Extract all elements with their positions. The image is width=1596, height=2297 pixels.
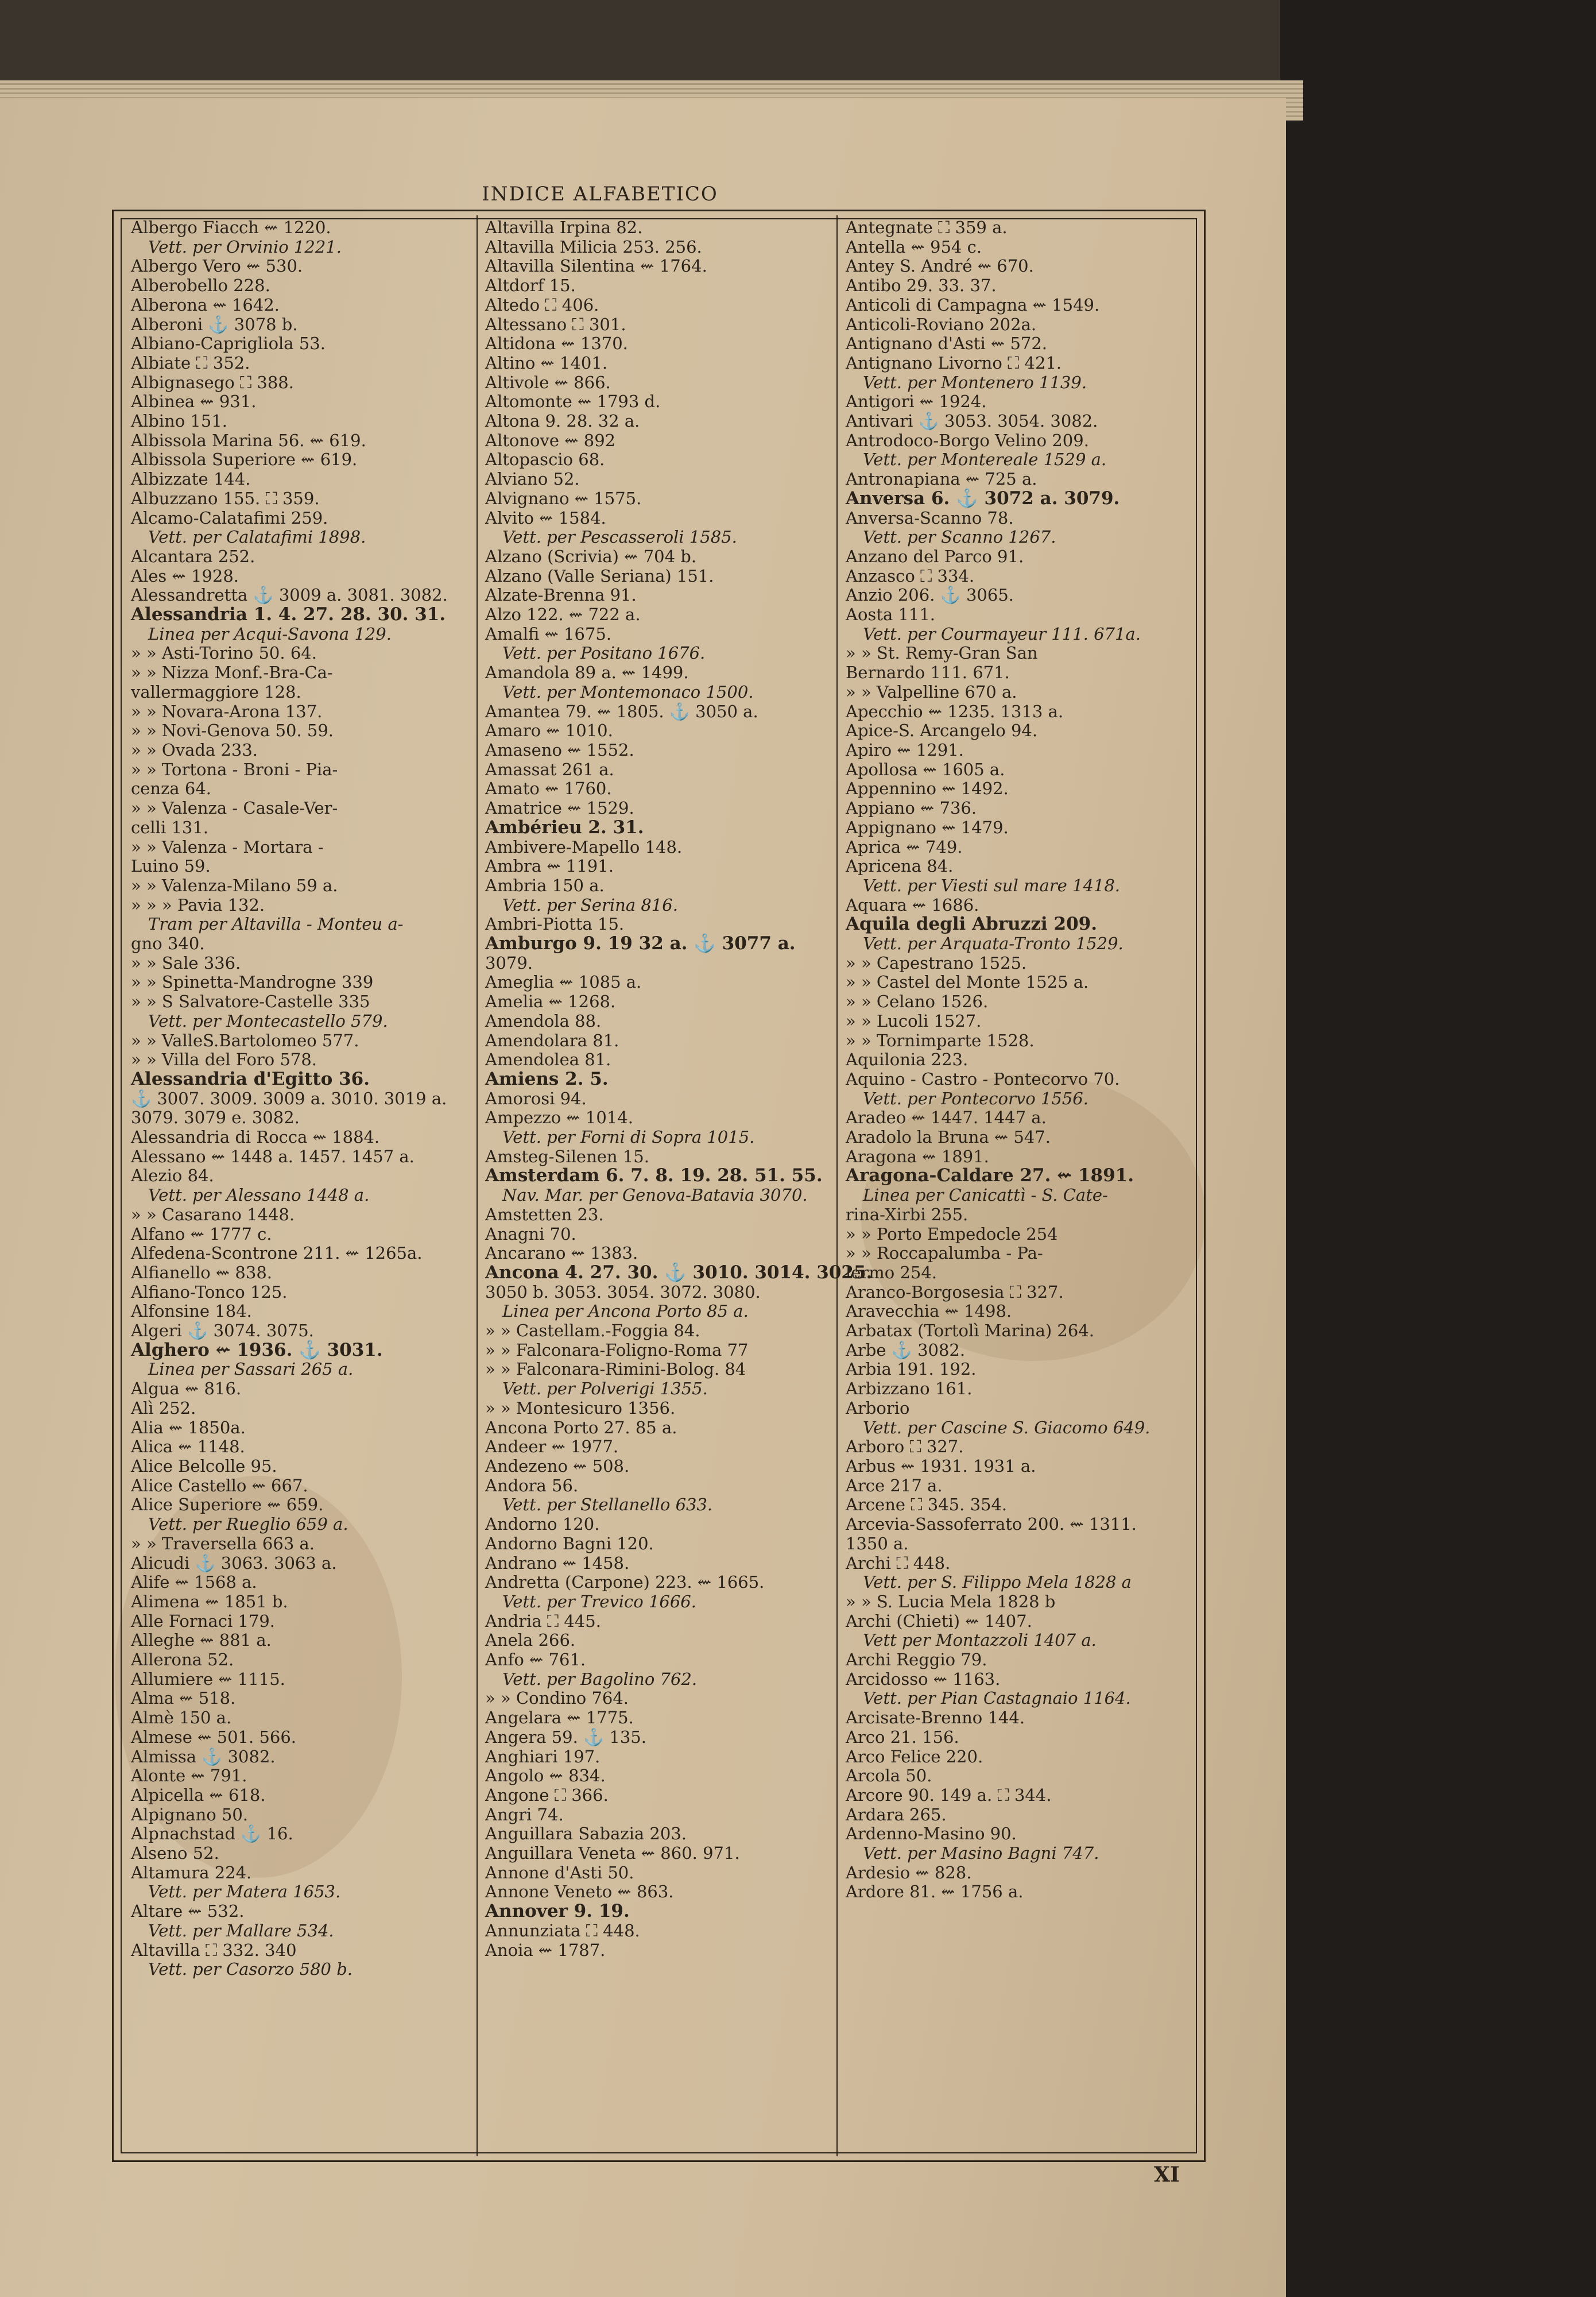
index-entry: Annone Veneto ⇜ 863.	[485, 1882, 674, 1902]
index-entry: Vett. per Scanno 1267.	[863, 527, 1056, 547]
index-entry: » » Castellam.-Foggia 84.	[485, 1321, 700, 1341]
index-entry: Vett. per Montecastello 579.	[148, 1011, 388, 1031]
index-entry: » » Tornimparte 1528.	[846, 1030, 1035, 1050]
index-entry: » » S Salvatore-Castelle 335	[131, 992, 370, 1012]
index-entry: » » Celano 1526.	[846, 992, 989, 1012]
index-entry: Vett. per Casorzo 580 b.	[148, 1959, 352, 1979]
index-entry: Alvignano ⇜ 1575.	[485, 488, 642, 508]
index-entry: Ambérieu 2. 31.	[485, 817, 644, 838]
index-entry: 3079. 3079 e. 3082.	[131, 1108, 300, 1128]
index-entry: » » Nizza Monf.-Bra-Ca-	[131, 663, 333, 683]
index-entry: Vett. per Serina 816.	[502, 895, 678, 915]
index-entry: Aragona ⇜ 1891.	[846, 1146, 989, 1166]
index-entry: Altavilla Milicia 253. 256.	[485, 237, 702, 257]
index-entry: » » Traversella 663 a.	[131, 1533, 315, 1553]
index-entry: » » Asti-Torino 50. 64.	[131, 643, 317, 663]
index-entry: Anzano del Parco 91.	[846, 546, 1024, 566]
index-entry: Alpignano 50.	[131, 1804, 249, 1824]
index-entry: Alzano (Valle Seriana) 151.	[485, 566, 714, 586]
index-entry: Vett. per Courmayeur 111. 671a.	[863, 624, 1141, 644]
index-entry: » » Ovada 233.	[131, 740, 258, 760]
index-entry: Amaseno ⇜ 1552.	[485, 740, 634, 760]
index-entry: Anversa-Scanno 78.	[846, 508, 1014, 528]
index-entry: Albinea ⇜ 931.	[131, 392, 257, 412]
index-entry: Apiro ⇜ 1291.	[846, 740, 964, 760]
index-entry: Ambria 150 a.	[485, 875, 605, 895]
index-entry: Vett. per Montemonaco 1500.	[502, 682, 754, 702]
index-entry: Archi ⛶ 448.	[846, 1553, 951, 1573]
index-entry: Apollosa ⇜ 1605 a.	[846, 759, 1005, 779]
index-entry: Alzano (Scrivia) ⇜ 704 b.	[485, 546, 697, 566]
page-number: XI	[1154, 2163, 1180, 2187]
index-entry: Altino ⇜ 1401.	[485, 353, 608, 373]
index-entry: Angelara ⇜ 1775.	[485, 1708, 634, 1728]
index-entry: Alice Superiore ⇜ 659.	[131, 1495, 324, 1515]
index-entry: Linea per Canicattì - S. Cate-	[863, 1185, 1108, 1205]
index-entry: » » Novi-Genova 50. 59.	[131, 721, 334, 741]
index-entry: Arbia 191. 192.	[846, 1359, 977, 1379]
index-entry: Vett. per Forni di Sopra 1015.	[502, 1127, 755, 1147]
index-entry: Amandola 89 a. ⇜ 1499.	[485, 663, 689, 683]
index-entry: celli 131.	[131, 817, 209, 837]
index-entry: Albiano-Caprigliola 53.	[131, 334, 326, 354]
index-entry: Apice-S. Arcangelo 94.	[846, 721, 1038, 741]
index-entry: Vett. per Pontecorvo 1556.	[863, 1088, 1088, 1108]
index-entry: » » S. Lucia Mela 1828 b	[846, 1591, 1056, 1611]
index-entry: Appennino ⇜ 1492.	[846, 779, 1009, 799]
index-entry: Altopascio 68.	[485, 450, 605, 470]
index-entry: Ampezzo ⇜ 1014.	[485, 1108, 633, 1128]
index-entry: Alessandria d'Egitto 36.	[131, 1068, 370, 1089]
index-entry: Alvito ⇜ 1584.	[485, 508, 606, 528]
index-entry: Alessandria di Rocca ⇜ 1884.	[131, 1127, 380, 1147]
index-entry: Altona 9. 28. 32 a.	[485, 411, 640, 431]
index-entry: Ardenno-Masino 90.	[846, 1824, 1017, 1844]
index-entry: Vett. per Pescasseroli 1585.	[502, 527, 737, 547]
index-entry: Albuzzano 155. ⛶ 359.	[131, 488, 320, 508]
index-entry: Alonte ⇜ 791.	[131, 1766, 247, 1786]
index-entry: Alessano ⇜ 1448 a. 1457. 1457 a.	[131, 1146, 415, 1166]
index-entry: Anticoli di Campagna ⇜ 1549.	[846, 295, 1100, 315]
index-entry: » » Falconara-Foligno-Roma 77	[485, 1340, 749, 1360]
index-entry: Altavilla ⛶ 332. 340	[131, 1940, 297, 1960]
index-entry: Alessandretta ⚓ 3009 a. 3081. 3082.	[131, 585, 448, 605]
index-entry: Alcantara 252.	[131, 546, 255, 566]
index-entry: Antey S. André ⇜ 670.	[846, 256, 1034, 276]
index-entry: Alica ⇜ 1148.	[131, 1437, 245, 1457]
index-entry: Angolo ⇜ 834.	[485, 1766, 606, 1786]
index-entry: Aragona-Caldare 27. ⇜ 1891.	[846, 1165, 1134, 1186]
index-entry: gno 340.	[131, 934, 205, 954]
index-entry: » » Roccapalumba - Pa-	[846, 1243, 1043, 1263]
column-divider	[477, 215, 478, 2156]
index-entry: Alcamo-Calatafimi 259.	[131, 508, 328, 528]
index-entry: Altavilla Silentina ⇜ 1764.	[485, 256, 707, 276]
index-entry: Ancona 4. 27. 30. ⚓ 3010. 3014. 3025.	[485, 1262, 873, 1283]
index-entry: Alice Belcolle 95.	[131, 1456, 277, 1476]
index-entry: Vett. per Montenero 1139.	[863, 372, 1087, 392]
book-page	[0, 98, 1286, 2297]
index-entry: Alfianello ⇜ 838.	[131, 1262, 273, 1282]
index-entry: Andorno Bagni 120.	[485, 1533, 654, 1553]
index-entry: Arcevia-Sassoferrato 200. ⇜ 1311.	[846, 1514, 1137, 1534]
index-entry: Amendolea 81.	[485, 1050, 611, 1070]
index-entry: Amendola 88.	[485, 1011, 602, 1031]
index-entry: Aquino - Castro - Pontecorvo 70.	[846, 1069, 1120, 1089]
index-entry: Alviano 52.	[485, 469, 580, 489]
index-entry: Andorno 120.	[485, 1514, 600, 1534]
index-entry: Albergo Fiacch ⇜ 1220.	[131, 218, 331, 237]
index-entry: Aosta 111.	[846, 605, 936, 625]
index-entry: Amelia ⇜ 1268.	[485, 992, 616, 1012]
index-entry: » » Valpelline 670 a.	[846, 682, 1017, 702]
index-entry: » » St. Remy-Gran San	[846, 643, 1038, 663]
index-entry: Alseno 52.	[131, 1843, 219, 1863]
index-entry: Albino 151.	[131, 411, 227, 431]
index-entry: Andeer ⇜ 1977.	[485, 1437, 619, 1457]
index-entry: Anfo ⇜ 761.	[485, 1650, 586, 1670]
index-entry: Aranco-Borgosesia ⛶ 327.	[846, 1282, 1064, 1302]
index-entry: Altessano ⛶ 301.	[485, 314, 626, 334]
index-entry: Antigori ⇜ 1924.	[846, 392, 987, 412]
index-entry: Ameglia ⇜ 1085 a.	[485, 972, 642, 992]
index-entry: Antegnate ⛶ 359 a.	[846, 218, 1008, 237]
index-entry: Amalfi ⇜ 1675.	[485, 624, 612, 644]
index-entry: Appignano ⇜ 1479.	[846, 817, 1009, 837]
index-entry: Amendolara 81.	[485, 1030, 619, 1050]
index-entry: Albizzate 144.	[131, 469, 251, 489]
index-entry: Arce 217 a.	[846, 1475, 943, 1495]
index-entry: Vett. per Orvinio 1221.	[148, 237, 342, 257]
index-entry: Archi (Chieti) ⇜ 1407.	[846, 1611, 1032, 1631]
index-entry: Altavilla Irpina 82.	[485, 218, 643, 237]
index-entry: » » Casarano 1448.	[131, 1204, 295, 1224]
index-entry: Altdorf 15.	[485, 276, 576, 296]
index-entry: Vett. per Calatafimi 1898.	[148, 527, 366, 547]
index-entry: Arcore 90. 149 a. ⛶ 344.	[846, 1785, 1052, 1805]
index-entry: Albissola Marina 56. ⇜ 619.	[131, 430, 366, 450]
index-entry: Alice Castello ⇜ 667.	[131, 1475, 308, 1495]
index-entry: Alezio 84.	[131, 1166, 214, 1186]
index-entry: Angri 74.	[485, 1804, 564, 1824]
index-column-2	[485, 218, 873, 2148]
index-entry: Annover 9. 19.	[485, 1901, 630, 1922]
index-entry: Arbatax (Tortolì Marina) 264.	[846, 1321, 1094, 1341]
index-entry: Apricena 84.	[846, 856, 954, 876]
index-entry: Amantea 79. ⇜ 1805. ⚓ 3050 a.	[485, 701, 758, 721]
index-entry: Anagni 70.	[485, 1224, 576, 1244]
index-entry: Aquara ⇜ 1686.	[846, 895, 979, 915]
index-entry: Amsterdam 6. 7. 8. 19. 28. 51. 55.	[485, 1165, 823, 1186]
index-entry: Albiate ⛶ 352.	[131, 353, 250, 373]
index-entry: Albignasego ⛶ 388.	[131, 372, 294, 392]
index-entry: cenza 64.	[131, 779, 211, 799]
index-entry: Vett. per Pian Castagnaio 1164.	[863, 1688, 1131, 1708]
index-entry: Alia ⇜ 1850a.	[131, 1417, 246, 1437]
index-entry: Appiano ⇜ 736.	[846, 798, 977, 818]
index-entry: Altare ⇜ 532.	[131, 1901, 245, 1921]
index-entry: Vett. per Matera 1653.	[148, 1882, 341, 1902]
index-entry: Anzasco ⛶ 334.	[846, 566, 975, 586]
index-entry: Ardesio ⇜ 828.	[846, 1862, 972, 1882]
index-entry: Vett. per Polverigi 1355.	[502, 1379, 708, 1399]
index-entry: Altivole ⇜ 866.	[485, 372, 611, 392]
index-entry: Ales ⇜ 1928.	[131, 566, 239, 586]
index-entry: Amiens 2. 5.	[485, 1068, 609, 1089]
index-entry: Anversa 6. ⚓ 3072 a. 3079.	[846, 488, 1120, 509]
index-entry: Arbus ⇜ 1931. 1931 a.	[846, 1456, 1036, 1476]
index-entry: Anzio 206. ⚓ 3065.	[846, 585, 1014, 605]
index-entry: Algua ⇜ 816.	[131, 1379, 242, 1399]
index-entry: Ardore 81. ⇜ 1756 a.	[846, 1882, 1024, 1902]
index-entry: Aquila degli Abruzzi 209.	[846, 914, 1097, 935]
index-entry: Alfonsine 184.	[131, 1301, 252, 1321]
index-entry: Amaro ⇜ 1010.	[485, 721, 613, 741]
index-entry: Almè 150 a.	[131, 1708, 232, 1728]
index-entry: Vett. per Rueglio 659 a.	[148, 1514, 348, 1534]
index-entry: Anoia ⇜ 1787.	[485, 1940, 606, 1960]
index-entry: Anela 266.	[485, 1630, 576, 1650]
index-entry: Anticoli-Roviano 202a.	[846, 314, 1037, 334]
index-entry: Arco 21. 156.	[846, 1727, 959, 1747]
index-entry: Andrano ⇜ 1458.	[485, 1553, 630, 1573]
index-entry: Linea per Sassari 265 a.	[148, 1359, 354, 1379]
index-entry: Alpnachstad ⚓ 16.	[131, 1824, 293, 1844]
index-entry: » » Tortona - Broni - Pia-	[131, 759, 338, 779]
index-entry: Linea per Ancona Porto 85 a.	[502, 1301, 749, 1321]
index-entry: Arbe ⚓ 3082.	[846, 1340, 966, 1360]
index-entry: Amstetten 23.	[485, 1204, 604, 1224]
index-entry: Alpicella ⇜ 618.	[131, 1785, 266, 1805]
index-entry: Alife ⇜ 1568 a.	[131, 1572, 257, 1592]
index-entry: Arcidosso ⇜ 1163.	[846, 1669, 1001, 1689]
index-entry: Ancona Porto 27. 85 a.	[485, 1417, 677, 1437]
index-entry: Anguillara Veneta ⇜ 860. 971.	[485, 1843, 740, 1863]
index-entry: » » Montesicuro 1356.	[485, 1398, 676, 1418]
index-entry: Alfiano-Tonco 125.	[131, 1282, 288, 1302]
index-entry: Ambri-Piotta 15.	[485, 914, 625, 934]
index-entry: Alzate-Brenna 91.	[485, 585, 637, 605]
index-entry: 1350 a.	[846, 1533, 909, 1553]
index-entry: Andretta (Carpone) 223. ⇜ 1665.	[485, 1572, 765, 1592]
index-entry: Antibo 29. 33. 37.	[846, 276, 997, 296]
index-entry: » » Capestrano 1525.	[846, 953, 1027, 973]
index-column-3	[846, 218, 1190, 2148]
index-entry: Arcola 50.	[846, 1766, 932, 1786]
index-entry: Bernardo 111. 671.	[846, 663, 1010, 683]
index-entry: Ardara 265.	[846, 1804, 947, 1824]
index-entry: » » Valenza - Casale-Ver-	[131, 798, 338, 818]
index-entry: Aprica ⇜ 749.	[846, 837, 963, 857]
index-entry: Vett per Montazzoli 1407 a.	[863, 1630, 1097, 1650]
index-entry: Alma ⇜ 518.	[131, 1688, 236, 1708]
index-entry: Andria ⛶ 445.	[485, 1611, 601, 1631]
index-entry: Andora 56.	[485, 1475, 579, 1495]
index-entry: Vett. per Montereale 1529 a.	[863, 450, 1107, 470]
index-entry: » » Valenza-Milano 59 a.	[131, 875, 338, 895]
index-entry: Albergo Vero ⇜ 530.	[131, 256, 303, 276]
index-entry: Alessandria 1. 4. 27. 28. 30. 31.	[131, 604, 446, 625]
index-entry: Angera 59. ⚓ 135.	[485, 1727, 646, 1747]
index-entry: Vett. per S. Filippo Mela 1828 a	[863, 1572, 1132, 1592]
index-entry: Ambra ⇜ 1191.	[485, 856, 614, 876]
index-entry: Amorosi 94.	[485, 1088, 587, 1108]
index-entry: Ancarano ⇜ 1383.	[485, 1243, 638, 1263]
index-entry: » » Porto Empedocle 254	[846, 1224, 1058, 1244]
index-entry: Vett. per Trevico 1666.	[502, 1591, 696, 1611]
index-entry: Aravecchia ⇜ 1498.	[846, 1301, 1012, 1321]
index-entry: Alle Fornaci 179.	[131, 1611, 276, 1631]
index-entry: » » ValleS.Bartolomeo 577.	[131, 1030, 359, 1050]
index-entry: Aquilonia 223.	[846, 1050, 969, 1070]
index-entry: Antrodoco-Borgo Velino 209.	[846, 430, 1089, 450]
index-entry: Alberona ⇜ 1642.	[131, 295, 280, 315]
index-entry: Alfedena-Scontrone 211. ⇜ 1265a.	[131, 1243, 423, 1263]
index-entry: Alfano ⇜ 1777 c.	[131, 1224, 272, 1244]
index-entry: Andezeno ⇜ 508.	[485, 1456, 630, 1476]
index-entry: » » Villa del Foro 578.	[131, 1050, 317, 1070]
index-entry: Alzo 122. ⇜ 722 a.	[485, 605, 641, 625]
index-entry: Altamura 224.	[131, 1862, 252, 1882]
index-entry: 3079.	[485, 953, 533, 973]
index-entry: Arboro ⛶ 327.	[846, 1437, 964, 1457]
index-entry: Altedo ⛶ 406.	[485, 295, 599, 315]
index-entry: Anghiari 197.	[485, 1746, 601, 1766]
index-entry: Nav. Mar. per Genova-Batavia 3070.	[502, 1185, 808, 1205]
index-entry: Altomonte ⇜ 1793 d.	[485, 392, 661, 412]
index-entry: Almissa ⚓ 3082.	[131, 1746, 276, 1766]
index-column-1	[131, 218, 470, 2148]
index-entry: Vett. per Arquata-Tronto 1529.	[863, 934, 1124, 954]
index-entry: Alimena ⇜ 1851 b.	[131, 1591, 288, 1611]
index-entry: » » Sale 336.	[131, 953, 241, 973]
index-entry: Archi Reggio 79.	[846, 1650, 987, 1670]
column-divider	[836, 215, 838, 2156]
index-entry: Antignano d'Asti ⇜ 572.	[846, 334, 1048, 354]
index-entry: » » Falconara-Rimini-Bolog. 84	[485, 1359, 746, 1379]
index-entry: Algeri ⚓ 3074. 3075.	[131, 1321, 314, 1341]
index-entry: vallermaggiore 128.	[131, 682, 301, 702]
index-entry: 3050 b. 3053. 3054. 3072. 3080.	[485, 1282, 761, 1302]
index-entry: Amato ⇜ 1760.	[485, 779, 612, 799]
index-entry: Annunziata ⛶ 448.	[485, 1920, 640, 1940]
index-entry: Allumiere ⇜ 1115.	[131, 1669, 285, 1689]
index-entry: Alicudi ⚓ 3063. 3063 a.	[131, 1553, 337, 1573]
index-entry: Vett. per Masino Bagni 747.	[863, 1843, 1099, 1863]
page-header: INDICE ALFABETICO	[482, 183, 718, 206]
index-entry: Alì 252.	[131, 1398, 196, 1418]
index-entry: Linea per Acqui-Savona 129.	[148, 624, 392, 644]
index-entry: ⚓ 3007. 3009. 3009 a. 3010. 3019 a.	[131, 1088, 447, 1108]
index-entry: Luino 59.	[131, 856, 211, 876]
index-entry: Alberobello 228.	[131, 276, 270, 296]
index-entry: Arbizzano 161.	[846, 1379, 973, 1399]
index-entry: Amsteg-Silenen 15.	[485, 1146, 649, 1166]
index-entry: Allerona 52.	[131, 1650, 234, 1670]
index-entry: Vett. per Cascine S. Giacomo 649.	[863, 1417, 1150, 1437]
index-entry: Arborio	[846, 1398, 910, 1418]
index-entry: Alleghe ⇜ 881 a.	[131, 1630, 272, 1650]
index-entry: Alberoni ⚓ 3078 b.	[131, 314, 298, 334]
index-entry: Antivari ⚓ 3053. 3054. 3082.	[846, 411, 1098, 431]
index-entry: » » Castel del Monte 1525 a.	[846, 972, 1089, 992]
index-entry: » » Spinetta-Mandrogne 339	[131, 972, 374, 992]
index-entry: Vett. per Alessano 1448 a.	[148, 1185, 370, 1205]
index-entry: Altidona ⇜ 1370.	[485, 334, 628, 354]
index-entry: Almese ⇜ 501. 566.	[131, 1727, 297, 1747]
index-entry: rina-Xirbi 255.	[846, 1204, 969, 1224]
index-entry: Arco Felice 220.	[846, 1746, 983, 1766]
index-entry: Vett. per Mallare 534.	[148, 1920, 334, 1940]
index-entry: Anguillara Sabazia 203.	[485, 1824, 687, 1844]
index-entry: » » Condino 764.	[485, 1688, 629, 1708]
index-entry: Ambivere-Mapello 148.	[485, 837, 683, 857]
index-entry: Angone ⛶ 366.	[485, 1785, 609, 1805]
index-entry: Vett. per Bagolino 762.	[502, 1669, 698, 1689]
index-entry: Vett. per Stellanello 633.	[502, 1495, 713, 1515]
index-entry: Amatrice ⇜ 1529.	[485, 798, 634, 818]
index-entry: Tram per Altavilla - Monteu a-	[148, 914, 404, 934]
index-entry: Aradolo la Bruna ⇜ 547.	[846, 1127, 1051, 1147]
background-right	[1280, 0, 1596, 2297]
index-entry: Altonove ⇜ 892	[485, 430, 616, 450]
index-entry: » » » Pavia 132.	[131, 895, 265, 915]
index-entry: Antronapiana ⇜ 725 a.	[846, 469, 1037, 489]
index-entry: Antella ⇜ 954 c.	[846, 237, 982, 257]
index-entry: Alghero ⇜ 1936. ⚓ 3031.	[131, 1339, 383, 1360]
index-entry: Amassat 261 a.	[485, 759, 614, 779]
index-entry: Annone d'Asti 50.	[485, 1862, 634, 1882]
index-entry: » » Valenza - Mortara -	[131, 837, 324, 857]
index-entry: » » Lucoli 1527.	[846, 1011, 982, 1031]
index-entry: Vett. per Viesti sul mare 1418.	[863, 875, 1120, 895]
index-entry: Aradeo ⇜ 1447. 1447 a.	[846, 1108, 1047, 1128]
index-entry: Albissola Superiore ⇜ 619.	[131, 450, 358, 470]
index-entry: Apecchio ⇜ 1235. 1313 a.	[846, 701, 1064, 721]
index-entry: Antignano Livorno ⛶ 421.	[846, 353, 1062, 373]
index-entry: » » Novara-Arona 137.	[131, 701, 323, 721]
index-entry: Arcisate-Brenno 144.	[846, 1708, 1025, 1728]
index-entry: Arcene ⛶ 345. 354.	[846, 1495, 1008, 1515]
index-entry: lermo 254.	[846, 1262, 938, 1282]
index-entry: Vett. per Positano 1676.	[502, 643, 706, 663]
index-entry: Amburgo 9. 19 32 a. ⚓ 3077 a.	[485, 933, 796, 954]
